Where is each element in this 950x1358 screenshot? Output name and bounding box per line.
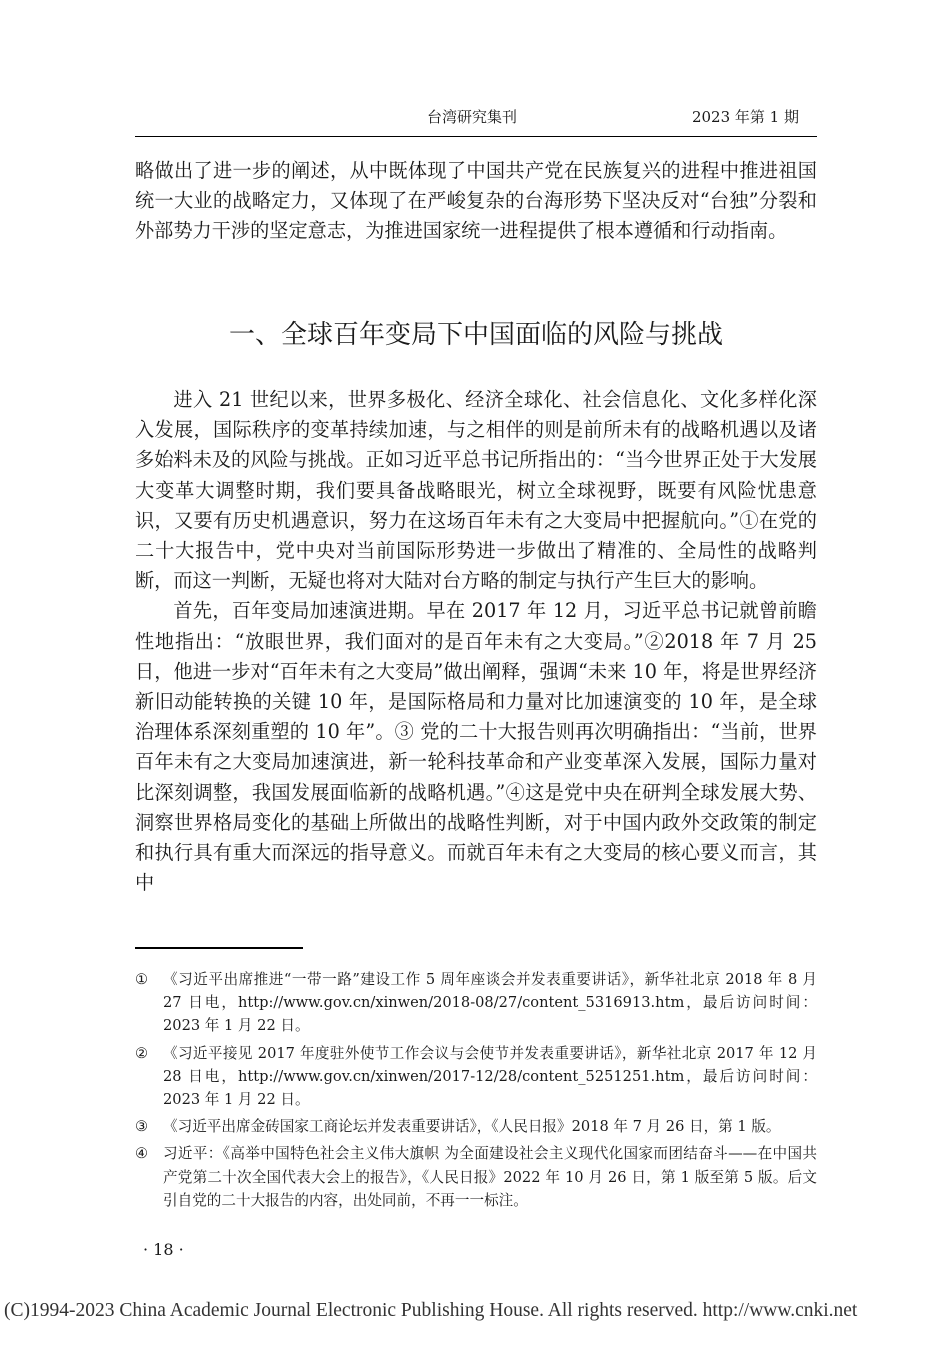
intro-paragraph: 略做出了进一步的阐述，从中既体现了中国共产党在民族复兴的进程中推进祖国统一大业的战略定力，又体现了在严峻复杂的台海形势下坚决反对“台独”分裂和外部势力干涉的坚定意志，为推进国家统一进程提供了根本遵循和行动指南。 [135, 159, 817, 243]
footnotes [135, 968, 817, 1216]
footnote-rule [135, 947, 303, 949]
header-rule [135, 136, 817, 137]
footnote-mark: ③ [135, 1118, 149, 1136]
footnote-text: 《习近平接见 2017 年度驻外使节工作会议与会使节并发表重要讲话》，新华社北京 2017 年 12 月 28 日电，http://www.gov.cn/xinwen/2017-12/28/content_5251251.htm，最后访问时间：2023 年 1 月 22 日。 [163, 1044, 817, 1109]
issue-label: 2023 年第 1 期 [691, 108, 799, 126]
main-text [135, 385, 817, 898]
copyright-notice: (C)1994-2023 China Academic Journal Electronic Publishing House. All rights reserved. http://www.cnki.net [4, 1300, 858, 1321]
footnote [135, 968, 817, 1038]
paragraph: 进入 21 世纪以来，世界多极化、经济全球化、社会信息化、文化多样化深入发展，国际秩序的变革持续加速，与之相伴的则是前所未有的战略机遇以及诸多始料未及的风险与挑战。正如习近平总书记所指出的：“当今世界正处于大发展大变革大调整时期，我们要具备战略眼光，树立全球视野，既要有风险忧患意识，又要有历史机遇意识，努力在这场百年未有之大变局中把握航向。”①在党的二十大报告中，党中央对当前国际形势进一步做出了精准的、全局性的战略判断，而这一判断，无疑也将对大陆对台方略的制定与执行产生巨大的影响。 [135, 388, 817, 593]
footnote-text: 《习近平出席金砖国家工商论坛并发表重要讲话》，《人民日报》2018 年 7 月 26 日，第 1 版。 [163, 1118, 781, 1136]
footnote [135, 1142, 817, 1212]
paragraph: 首先，百年变局加速演进期。早在 2017 年 12 月，习近平总书记就曾前瞻性地指出：“放眼世界，我们面对的是百年未有之大变局。”②2018 年 7 月 25 日，他进一步对“百年未有之大变局”做出阐释，强调“未来 10 年，将是世界经济新旧动能转换的关键 10 年，是国际格局和力量对比加速演变的 10 年，是全球治理体系深刻重塑的 10 年”。③ 党的二十大报告则再次明确指出：“当前，世界百年未有之大变局加速演进，新一轮科技革命和产业变革深入发展，国际力量对比深刻调整，我国发展面临新的战略机遇。”④这是党中央在研判全球发展大势、洞察世界格局变化的基础上所做出的战略性判断，对于中国内政外交政策的制定和执行具有重大而深远的指导意义。而就百年未有之大变局的核心要义而言，其中 [135, 599, 817, 895]
running-header [135, 106, 817, 132]
footnote-text: 《习近平出席推进“一带一路”建设工作 5 周年座谈会并发表重要讲话》，新华社北京 2018 年 8 月 27 日电，http://www.gov.cn/xinwen/2018-08/27/content_5316913.htm，最后访问时间：2023 年 1 月 22 日。 [163, 971, 817, 1035]
footnote [135, 1042, 817, 1112]
footnote-mark: ④ [135, 1145, 149, 1163]
journal-title: 台湾研究集刊 [427, 108, 518, 126]
footnote-mark: ② [135, 1044, 149, 1062]
footnote-text: 习近平：《高举中国特色社会主义伟大旗帜 为全面建设社会主义现代化国家而团结奋斗——在中国共产党第二十次全国代表大会上的报告》，《人民日报》2022 年 10 月 26 日，第 1 版至第 5 版。后文引自党的二十大报告的内容，出处同前，不再一一标注。 [163, 1145, 817, 1209]
section-title: 一、全球百年变局下中国面临的风险与挑战 [228, 320, 723, 350]
footnote [135, 1115, 817, 1138]
page-number: · 18 · [143, 1240, 184, 1259]
intro-text [135, 156, 817, 247]
footnote-mark: ① [135, 971, 149, 988]
